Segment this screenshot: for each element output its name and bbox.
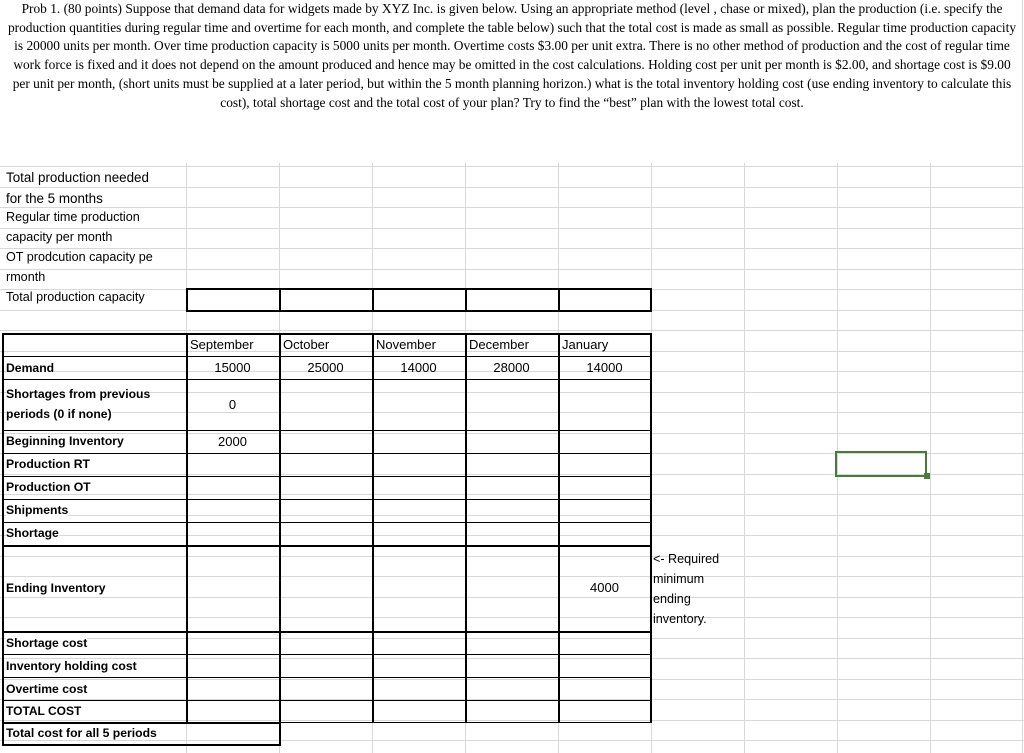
gridline-h: [0, 269, 1024, 270]
cell-demand-jan[interactable]: 14000: [586, 360, 623, 375]
table-border: [2, 545, 4, 632]
gridline-h: [0, 248, 1024, 249]
gridline-h: [0, 658, 1024, 659]
row-label-ending-inventory: Ending Inventory: [6, 581, 106, 595]
problem-text: Prob 1. (80 points) Suppose that demand data for widgets made by XYZ Inc. is given below. Using an appropriate method (level , chase or mixed), plan the production (i.e. specify the production quantities during regular time and overtime for each month, and complete the table below) such that the total cost is made as small as possible. Regular time production capacity is 20000 units per month. Over time production capacity is 5000 units per month. Overtime costs $3.00 per unit extra. There is no other method of production and the cost of regular time work force is fixed and it does not depend on the amount produced and hence may be omitted in the cost calculations. Holding cost per unit per month is $2.00, and shortage cost is $9.00 per unit per month, (short units must be supplied at a later period, but within the 5 month planning horizon.) what is the total inventory holding cost (use ending inventory to calculate this cost), total shortage cost and the total cost of your plan? Try to find the “best” plan with the lowest total cost.: [7, 1, 1017, 110]
gridline-h: [0, 392, 1024, 393]
table-border: [465, 631, 467, 723]
gridline-h: [0, 494, 1024, 495]
table-border: [2, 722, 280, 724]
capacity-border: [650, 288, 652, 312]
gridline-h: [0, 228, 1024, 229]
cell-demand-dec[interactable]: 28000: [493, 360, 530, 375]
table-border: [279, 333, 281, 547]
table-border: [2, 476, 651, 477]
month-header-jan: January: [562, 337, 609, 352]
table-border: [2, 700, 652, 701]
gridline-h: [0, 679, 1024, 680]
table-border: [372, 545, 374, 632]
gridline-h: [0, 207, 1024, 208]
gridline-h: [0, 412, 1024, 413]
row-label-shortage: Shortage: [6, 526, 59, 540]
table-border: [2, 677, 652, 678]
capacity-border: [186, 288, 651, 290]
month-header-dec: December: [469, 337, 529, 352]
label-rt-cap-2: capacity per month: [6, 230, 113, 244]
gridline-h: [0, 720, 1024, 721]
capacity-border: [186, 288, 188, 312]
row-label-beginning-inventory: Beginning Inventory: [6, 434, 124, 448]
table-border: [372, 631, 374, 723]
row-label-demand: Demand: [6, 361, 55, 375]
row-label-inventory-holding-cost: Inventory holding cost: [6, 659, 137, 673]
row-label-shipments: Shipments: [6, 503, 69, 517]
table-border: [2, 744, 280, 746]
row-label-shortage-cost: Shortage cost: [6, 636, 88, 650]
capacity-border: [186, 310, 651, 312]
table-border: [558, 631, 560, 723]
table-border: [2, 453, 651, 454]
month-header-oct: October: [283, 337, 330, 352]
gridline-h: [0, 187, 1024, 188]
table-border: [2, 379, 651, 380]
capacity-border: [279, 288, 281, 312]
required-min-note: <- Required minimum ending inventory.: [653, 552, 720, 626]
gridline-h: [0, 576, 1024, 577]
gridline-v: [1022, 0, 1023, 753]
row-label-production-rt: Production RT: [6, 457, 90, 471]
table-border: [186, 545, 188, 632]
table-border: [650, 333, 652, 547]
label-rt-cap-1: Regular time production: [6, 210, 140, 224]
table-border: [186, 333, 188, 547]
table-border: [279, 631, 281, 723]
table-border: [186, 631, 188, 723]
table-border: [2, 499, 651, 500]
table-border: [2, 654, 652, 655]
gridline-h: [0, 166, 1024, 167]
label-ot-cap-2: rmonth: [6, 270, 46, 284]
table-border: [2, 631, 652, 633]
gridline-h: [0, 556, 1024, 557]
table-border: [650, 545, 652, 632]
fill-handle[interactable]: [924, 473, 930, 479]
problem-statement: [4, 0, 1020, 163]
row-label-shortage-prev-2: periods (0 if none): [6, 407, 112, 421]
gridline-h: [0, 617, 1024, 618]
table-border: [279, 545, 281, 632]
capacity-border: [465, 288, 467, 312]
table-border: [2, 430, 651, 431]
month-header-nov: November: [376, 337, 436, 352]
row-label-total-cost: TOTAL COST: [6, 704, 82, 718]
gridline-h: [0, 597, 1024, 598]
table-border: [558, 333, 560, 547]
table-border: [2, 333, 651, 335]
label-total-needed-1: Total production needed: [6, 170, 149, 185]
row-label-overtime-cost: Overtime cost: [6, 682, 88, 696]
selected-cell[interactable]: [835, 451, 927, 477]
cell-ending-inventory-jan[interactable]: 4000: [590, 580, 619, 595]
table-border: [558, 545, 560, 632]
cell-demand-sep[interactable]: 15000: [214, 360, 251, 375]
gridline-h: [0, 535, 1024, 536]
table-border: [2, 631, 4, 723]
capacity-border: [558, 288, 560, 312]
table-border: [465, 333, 467, 547]
table-border: [279, 722, 281, 746]
cell-demand-nov[interactable]: 14000: [400, 360, 437, 375]
table-border: [2, 722, 4, 746]
month-header-sep: September: [190, 337, 254, 352]
table-border: [2, 356, 651, 357]
table-border: [2, 522, 651, 523]
gridline-h: [0, 433, 1024, 434]
table-border: [2, 545, 651, 547]
table-border: [650, 631, 652, 723]
capacity-border: [372, 288, 374, 312]
table-border: [465, 545, 467, 632]
table-border: [2, 333, 4, 547]
row-label-shortage-prev-1: Shortages from previous: [6, 387, 151, 401]
gridline-h: [0, 740, 1024, 741]
gridline-h: [0, 515, 1024, 516]
row-label-production-ot: Production OT: [6, 480, 91, 494]
label-total-cap: Total production capacity: [6, 290, 145, 304]
table-border: [372, 333, 374, 547]
gridline-h: [0, 638, 1024, 639]
gridline-h: [0, 330, 1024, 331]
cell-beginning-inventory-sep[interactable]: 2000: [218, 434, 247, 449]
row-label-total-all: Total cost for all 5 periods: [6, 726, 157, 740]
label-total-needed-2: for the 5 months: [6, 191, 103, 206]
label-ot-cap-1: OT prodcution capacity pe: [6, 250, 153, 264]
cell-demand-oct[interactable]: 25000: [307, 360, 344, 375]
cell-shortage-prev-sep[interactable]: 0: [228, 397, 237, 412]
